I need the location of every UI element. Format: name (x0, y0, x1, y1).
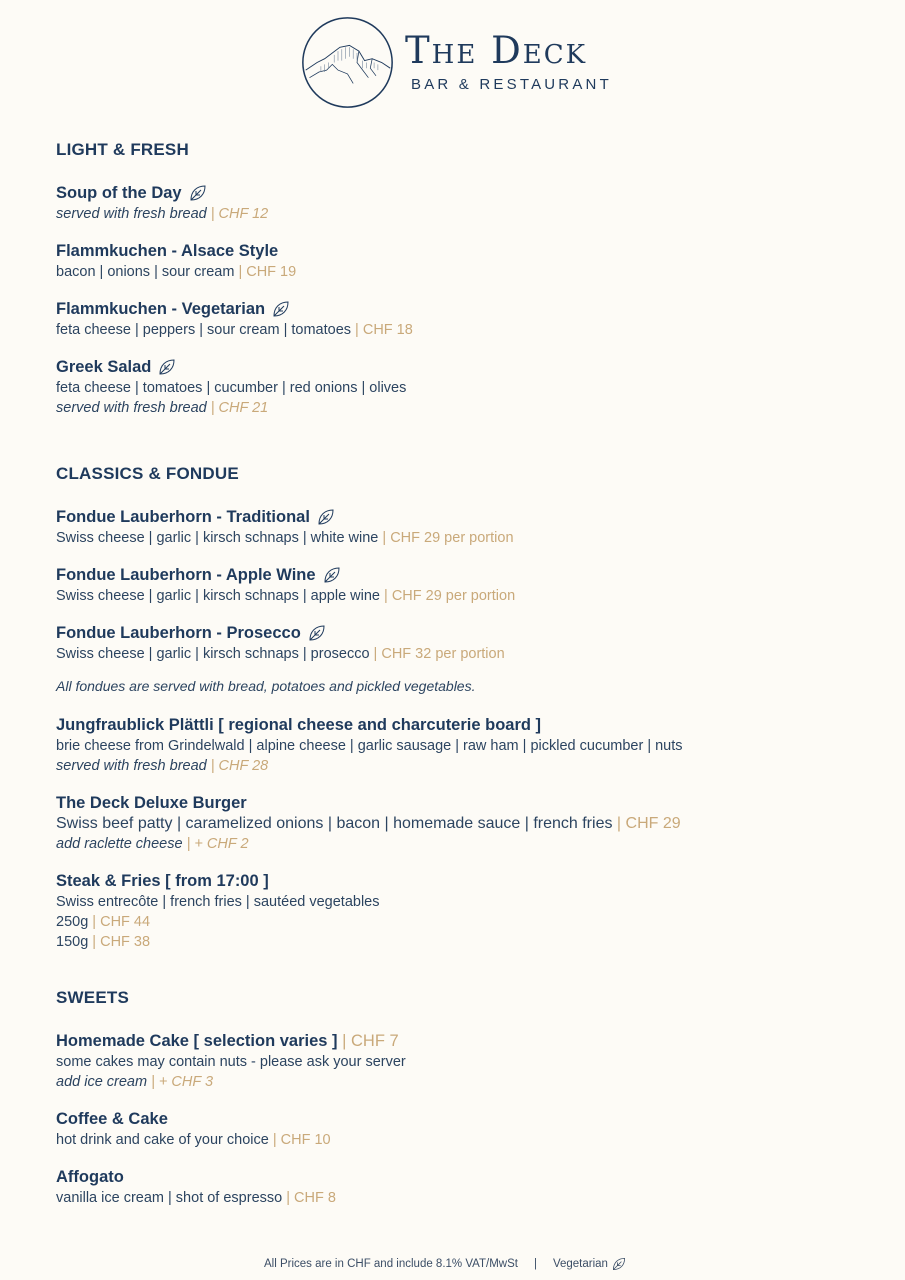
item-price: | CHF 28 (210, 758, 269, 774)
menu-item (56, 870, 876, 952)
item-price: | + CHF 3 (151, 1074, 214, 1090)
leaf-icon (322, 565, 342, 585)
item-desc: Swiss cheese | garlic | kirsch schnaps | prosecco (56, 646, 374, 662)
menu-item (56, 1166, 876, 1208)
item-price: | CHF 19 (238, 264, 297, 280)
item-price: | CHF 29 per portion (382, 530, 514, 546)
section-title-sweets: SWEETS (56, 988, 129, 1007)
item-desc: served with fresh bread (56, 758, 211, 774)
item-desc: bacon | onions | sour cream (56, 264, 239, 280)
menu-item (56, 792, 876, 854)
item-desc: served with fresh bread (56, 400, 211, 416)
item-name: Jungfraublick Plättli [ regional cheese and charcuterie board ] (56, 716, 542, 734)
item-price: | CHF 29 per portion (384, 588, 516, 604)
item-desc: some cakes may contain nuts - please ask your server (56, 1054, 406, 1070)
item-price: | + CHF 2 (186, 836, 249, 852)
menu-item (56, 714, 876, 776)
item-desc: Swiss beef patty | caramelized onions | bacon | homemade sauce | french fries (56, 815, 617, 832)
item-desc: feta cheese | tomatoes | cucumber | red onions | olives (56, 380, 407, 396)
menu-item (56, 622, 876, 664)
item-name: Greek Salad (56, 358, 152, 376)
item-price: | CHF 38 (92, 934, 151, 950)
item-desc: brie cheese from Grindelwald | alpine cheese | garlic sausage | raw ham | pickled cucumber | nuts (56, 738, 683, 754)
section-title-light-fresh: LIGHT & FRESH (56, 140, 189, 159)
item-name: The Deck Deluxe Burger (56, 794, 247, 812)
vat-note: All Prices are in CHF and include 8.1% VAT/MwSt (264, 1258, 518, 1270)
leaf-icon (271, 299, 291, 319)
item-desc: add ice cream (56, 1074, 152, 1090)
menu-item (56, 1030, 876, 1092)
item-desc: Swiss entrecôte | french fries | sautéed vegetables (56, 894, 380, 910)
item-desc: add raclette cheese (56, 836, 187, 852)
item-desc: 150g (56, 934, 93, 950)
menu-item (56, 182, 876, 224)
menu-item (56, 356, 876, 418)
vegetarian-legend-label: Vegetarian (552, 1258, 608, 1270)
item-name: Flammkuchen - Vegetarian (56, 300, 266, 318)
header (300, 15, 612, 110)
item-desc: Swiss cheese | garlic | kirsch schnaps | apple wine (56, 588, 385, 604)
menu-item (56, 298, 876, 340)
item-price: | CHF 32 per portion (373, 646, 505, 662)
item-name: Fondue Lauberhorn - Apple Wine (56, 566, 316, 584)
item-desc: served with fresh bread (56, 206, 211, 222)
item-price: | CHF 29 (616, 815, 681, 832)
fondue-note: All fondues are served with bread, potatoes and pickled vegetables. (56, 678, 476, 694)
item-price: | CHF 7 (342, 1032, 399, 1050)
menu-item (56, 240, 876, 282)
item-name: Coffee & Cake (56, 1110, 168, 1128)
item-desc: feta cheese | peppers | sour cream | tomatoes (56, 322, 356, 338)
brand-subtitle: BAR & RESTAURANT (411, 76, 612, 93)
item-price: | CHF 21 (210, 400, 269, 416)
item-name: Soup of the Day (56, 184, 182, 202)
menu-item (56, 1108, 876, 1150)
leaf-icon (307, 623, 327, 643)
menu-item (56, 564, 876, 606)
leaf-icon (316, 507, 336, 527)
item-name: Steak & Fries [ from 17:00 ] (56, 872, 269, 890)
menu-content (56, 140, 876, 1208)
item-price: | CHF 44 (92, 914, 151, 930)
section-title-classics-fondue: CLASSICS & FONDUE (56, 464, 239, 483)
mountain-logo-icon (300, 15, 395, 110)
item-name: Homemade Cake [ selection varies ] (56, 1032, 338, 1050)
item-name: Flammkuchen - Alsace Style (56, 242, 279, 260)
item-desc: hot drink and cake of your choice (56, 1132, 273, 1148)
leaf-icon (188, 183, 208, 203)
item-price: | CHF 12 (210, 206, 269, 222)
item-desc: 250g (56, 914, 93, 930)
item-name: Fondue Lauberhorn - Traditional (56, 508, 310, 526)
leaf-icon (157, 357, 177, 377)
item-name: Fondue Lauberhorn - Prosecco (56, 624, 301, 642)
footer-separator: | (533, 1258, 537, 1270)
footer (264, 1256, 627, 1272)
leaf-icon (611, 1256, 627, 1272)
item-price: | CHF 10 (272, 1132, 331, 1148)
item-desc: Swiss cheese | garlic | kirsch schnaps | white wine (56, 530, 383, 546)
menu-item (56, 506, 876, 548)
item-desc: vanilla ice cream | shot of espresso (56, 1190, 287, 1206)
item-name: Affogato (56, 1168, 124, 1186)
item-price: | CHF 8 (286, 1190, 336, 1206)
item-price: | CHF 18 (355, 322, 413, 338)
brand-title: The Deck (405, 29, 588, 72)
